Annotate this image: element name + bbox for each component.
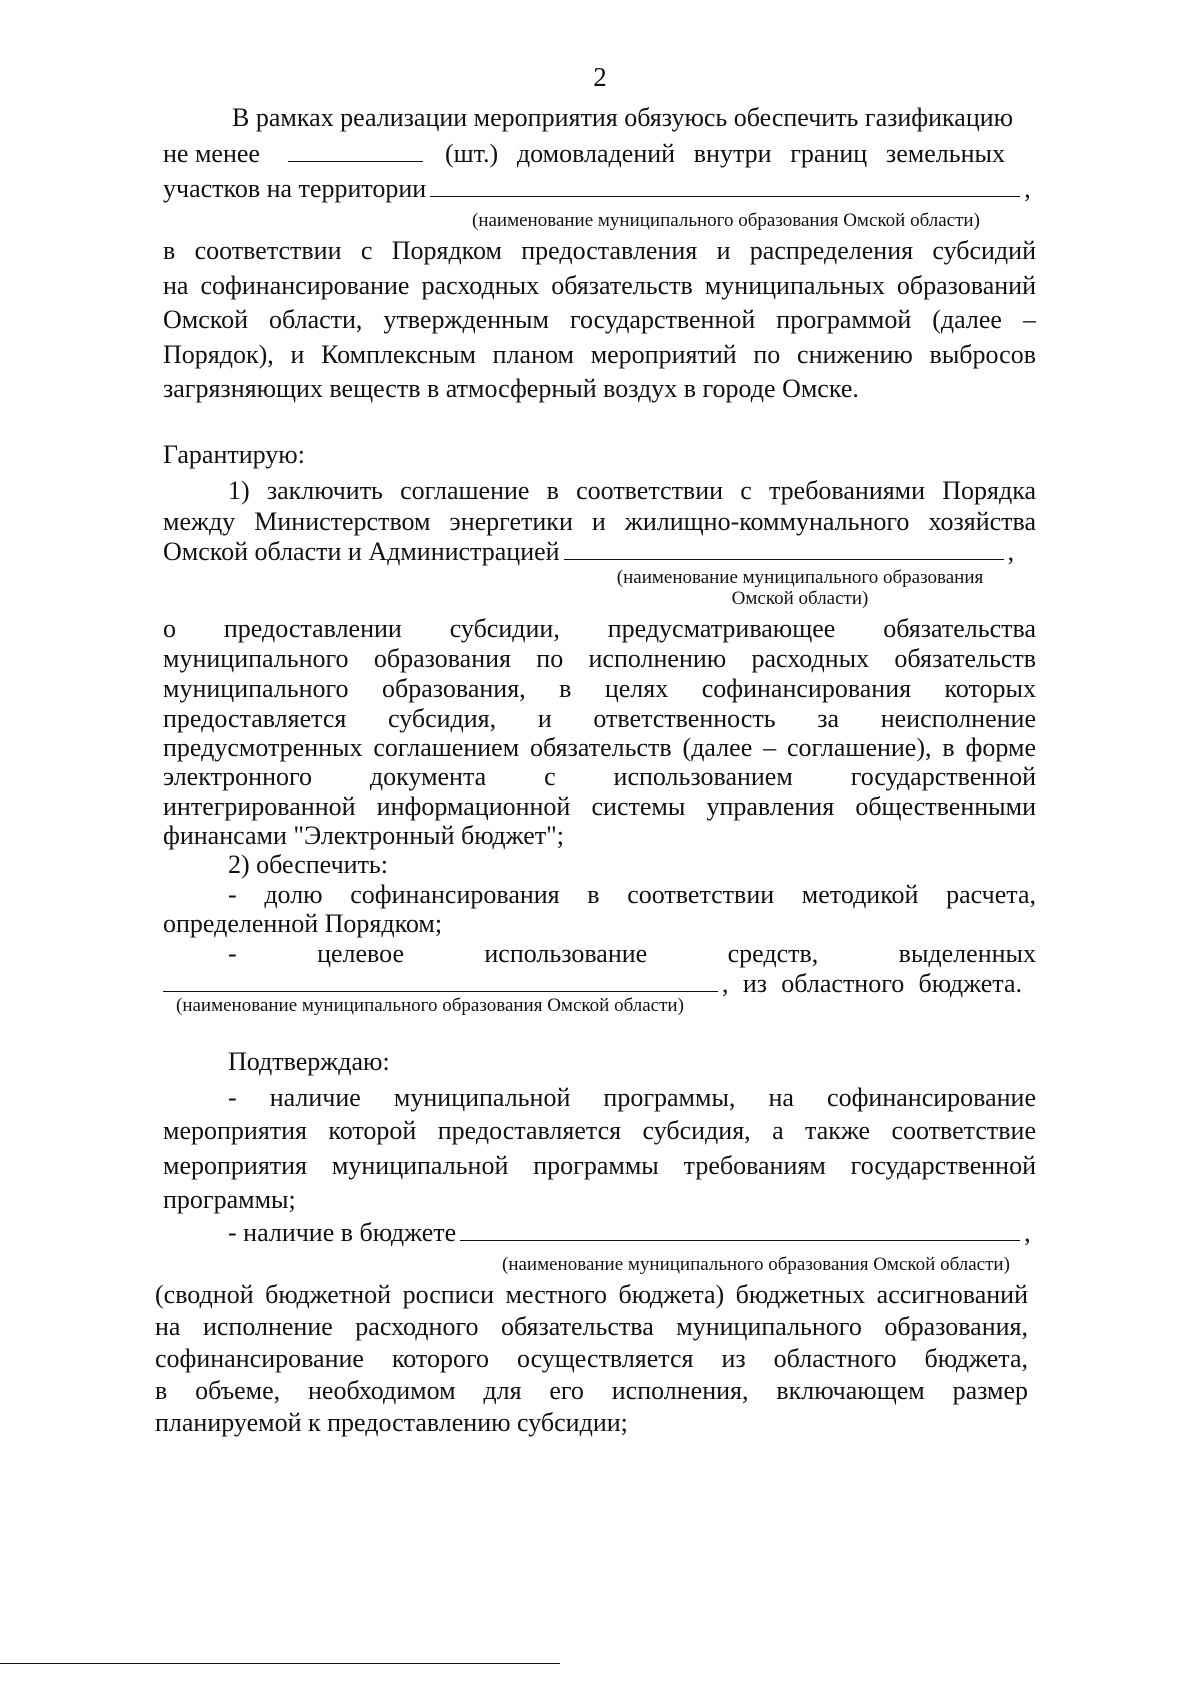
- p1-line-3-comma: ,: [1024, 174, 1031, 203]
- caption-municipality-4: (наименование муниципального образования Омской области): [502, 1254, 1010, 1275]
- confirm-b-line-1a: - наличие в бюджете: [228, 1218, 457, 1247]
- confirm-a-line-3: [163, 1149, 1036, 1183]
- guarantee-line-8-text: предусмотренных соглашением обязательств (далее – соглашение), в форме: [163, 733, 1036, 762]
- guarantee-item2: 2) обеспечить:: [228, 850, 389, 879]
- confirm-b-line-2: [155, 1278, 1028, 1312]
- p1-line-2b: (шт.) домовладений внутри границ земельных: [444, 139, 1005, 168]
- confirm-b-line-4: [155, 1342, 1028, 1376]
- p1-line-4: [163, 234, 1036, 268]
- confirm-b-line-5-text: в объеме, необходимом для его исполнения, включающем размер: [155, 1376, 1028, 1405]
- caption-municipality-3: (наименование муниципального образования Омской области): [176, 995, 684, 1016]
- p1-line-6-text: Омской области, утвержденным государственной программой (далее –: [163, 305, 1036, 334]
- guarantee-line-9: [163, 760, 1036, 794]
- guarantee-line-6-text: муниципального образования, в целях софинансирования которых: [163, 674, 1036, 703]
- confirm-b-line-6: планируемой к предоставлению субсидии;: [155, 1408, 628, 1437]
- p1-line-3: [163, 172, 1031, 206]
- guarantee-item1-line-3a: Омской области и Администрацией: [163, 537, 560, 566]
- guarantee-line-6: [163, 672, 1036, 706]
- p1-line-3a: участков на территории: [163, 174, 427, 203]
- administration-blank: [564, 537, 1004, 560]
- p1-line-2: [163, 137, 1036, 171]
- confirm-b-line-5: [155, 1374, 1028, 1408]
- p1-line-7-text: Порядок), и Комплексным планом мероприятий по снижению выбросов: [163, 340, 1036, 369]
- p1-line-5-text: на софинансирование расходных обязательств муниципальных образований: [163, 271, 1036, 300]
- guarantee-line-7-text: предоставляется субсидия, и ответственность за неисполнение: [163, 704, 1036, 733]
- p1-line-5: [163, 269, 1036, 303]
- guarantee-item1-line-1-text: 1) заключить соглашение в соответствии с требованиями Порядка: [228, 476, 1036, 505]
- p1-line-4-text: в соответствии с Порядком предоставления и распределения субсидий: [163, 236, 1036, 265]
- guarantee-line-9-text: электронного документа с использованием государственной: [163, 762, 1036, 791]
- confirm-b-line-3-text: на исполнение расходного обязательства муниципального образования,: [155, 1312, 1028, 1341]
- p1-line-7: [163, 338, 1036, 372]
- guarantee-item2b-line-2-text: , из областного бюджета.: [722, 969, 1022, 998]
- confirm-b-line-1-comma: ,: [1024, 1218, 1031, 1247]
- caption-municipality-2a: (наименование муниципального образования: [616, 567, 984, 588]
- guarantee-line-5-text: муниципального образования по исполнению расходных обязательств: [163, 644, 1036, 673]
- confirm-b-line-4-text: софинансирование которого осуществляется из областного бюджета,: [155, 1344, 1028, 1373]
- p1-line-8: загрязняющих веществ в атмосферный воздух в городе Омске.: [163, 374, 859, 403]
- guarantee-line-11: финансами "Электронный бюджет";: [163, 821, 564, 850]
- guarantee-heading: Гарантирую:: [163, 440, 305, 469]
- guarantee-item2a-line-1-text: - долю софинансирования в соответствии методикой расчета,: [228, 880, 1036, 909]
- quantity-blank: [288, 139, 423, 162]
- guarantee-line-4-text: о предоставлении субсидии, предусматривающее обязательства: [163, 614, 1036, 643]
- page-number: 2: [593, 62, 607, 92]
- confirm-b-line-3: [155, 1310, 1028, 1344]
- footer-rule: [0, 1663, 560, 1664]
- confirm-b-line-2-text: (сводной бюджетной росписи местного бюджета) бюджетных ассигнований: [155, 1280, 1028, 1309]
- guarantee-line-4: [163, 612, 1036, 646]
- guarantee-item1-line-2-text: между Министерством энергетики и жилищно-коммунального хозяйства: [163, 507, 1036, 536]
- p1-line-6: [163, 303, 1036, 337]
- guarantee-item1-line-3: [163, 535, 1014, 569]
- confirm-a-line-4: программы;: [163, 1185, 296, 1214]
- confirm-a-line-2: [163, 1114, 1036, 1148]
- confirm-a-line-1: [228, 1081, 1036, 1115]
- caption-municipality-2b: Омской области): [731, 588, 869, 609]
- guarantee-item2b-line-1: [228, 937, 1036, 971]
- confirm-a-line-1-text: - наличие муниципальной программы, на софинансирование: [228, 1083, 1036, 1112]
- caption-municipality-1: (наименование муниципального образования Омской области): [472, 210, 980, 231]
- guarantee-item2b-line-1-text: - целевое использование средств, выделенных: [228, 939, 1036, 968]
- guarantee-item2a-line-2: определенной Порядком;: [163, 909, 443, 938]
- funds-municipality-blank: [163, 969, 718, 992]
- guarantee-line-5: [163, 642, 1036, 676]
- guarantee-line-10-text: интегрированной информационной системы управления общественными: [163, 792, 1036, 821]
- confirm-a-line-3-text: мероприятия муниципальной программы требованиям государственной: [163, 1151, 1036, 1180]
- guarantee-item1-line-1: [228, 474, 1036, 508]
- p1-line-2a: не менее: [163, 139, 260, 168]
- confirm-heading: Подтверждаю:: [228, 1047, 390, 1076]
- territory-blank: [430, 174, 1020, 197]
- guarantee-item1-line-2: [163, 505, 1036, 539]
- budget-blank: [460, 1218, 1020, 1241]
- p1-line-1: В рамках реализации мероприятия обязуюсь обеспечить газификацию: [232, 103, 1014, 132]
- confirm-b-line-1: [228, 1216, 1031, 1250]
- guarantee-item1-line-3-comma: ,: [1007, 537, 1015, 566]
- confirm-a-line-2-text: мероприятия которой предоставляется субсидия, а также соответствие: [163, 1116, 1036, 1145]
